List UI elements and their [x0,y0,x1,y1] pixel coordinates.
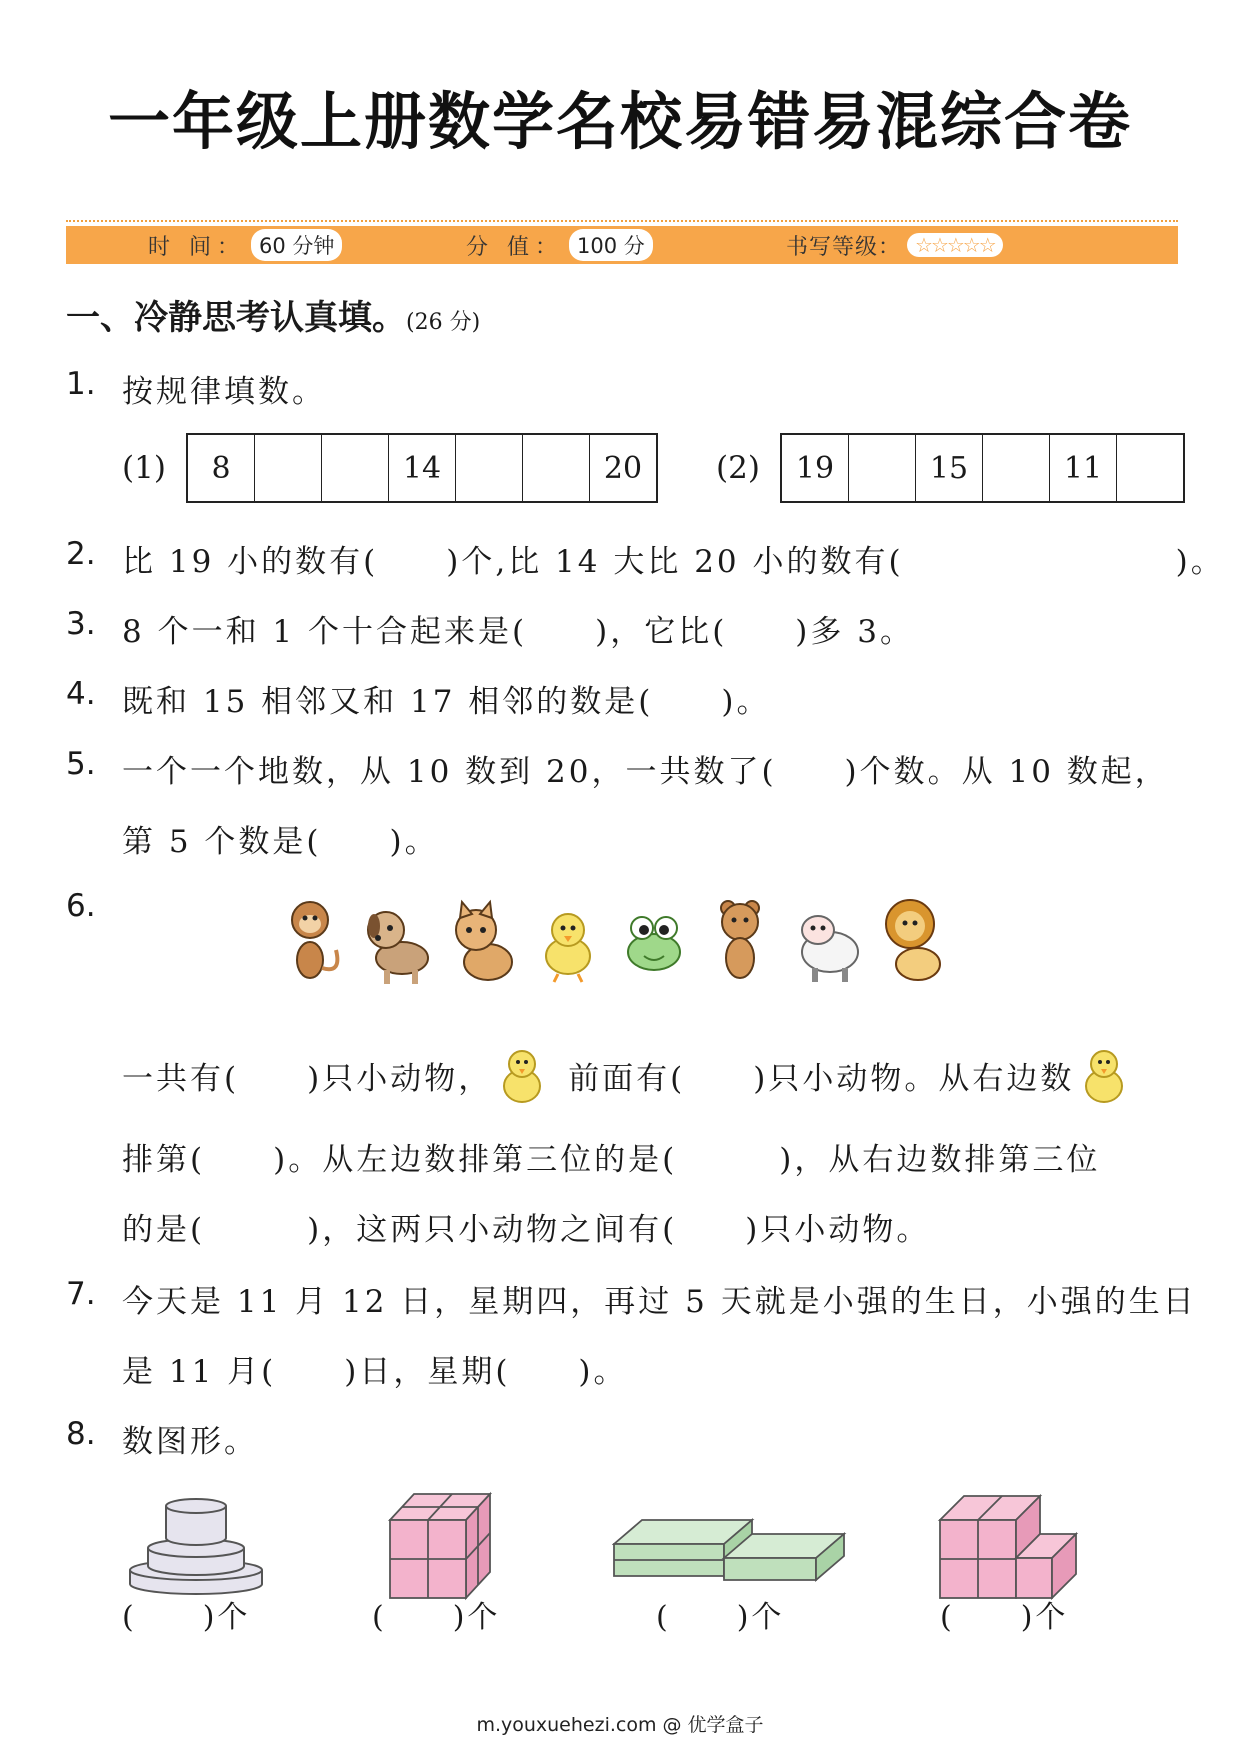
seq2-cell[interactable] [1117,435,1183,501]
animal-row [270,890,952,990]
seq1-cell[interactable]: 14 [389,435,456,501]
q4-number: 4. [66,676,96,712]
q1-number: 1. [66,366,96,402]
time-value: 60 分钟 [251,229,342,261]
section-heading-text: 一、冷静思考认真填。 [66,298,406,338]
chick-icon [492,1040,552,1110]
q4-text: 既和 15 相邻又和 17 相邻的数是( )。 [122,684,771,720]
seq1-label: (1) [122,450,166,486]
shape-count-2[interactable]: ( )个 [372,1600,501,1635]
q8-text: 数图形。 [122,1424,258,1460]
seq1-cell[interactable] [456,435,523,501]
seq2-cell[interactable]: 15 [916,435,983,501]
seq1-cell[interactable] [523,435,590,501]
q7-line1: 今天是 11 月 12 日，星期四，再过 5 天就是小强的生日，小强的生日 [122,1284,1197,1320]
seq2-cell[interactable]: 11 [1050,435,1117,501]
chick-icon [1074,1040,1134,1110]
writing-grade-info [786,226,1003,264]
q8-number: 8. [66,1416,96,1452]
sequence-box-2 [780,433,1185,503]
seq2-cell[interactable] [849,435,916,501]
frog-icon [614,890,694,990]
score-value: 100 分 [569,229,653,261]
monkey-icon [270,890,350,990]
time-info [148,226,342,264]
sheep-icon [786,890,866,990]
q6-line1 [122,1040,1134,1110]
q6-line2: 排第( )。从左边数排第三位的是( )，从右边数排第三位 [122,1142,1101,1178]
bear-icon [700,890,780,990]
seq1-cell[interactable] [255,435,322,501]
info-bar [66,226,1178,264]
seq1-cell[interactable]: 8 [188,435,255,501]
page-title: 一年级上册数学名校易错易混综合卷 [107,85,1132,158]
q5-line2: 第 5 个数是( )。 [122,824,439,860]
dotted-divider [66,220,1178,222]
seq2-cell[interactable] [983,435,1050,501]
step-cubes-figure [930,1486,1080,1606]
q5-line1: 一个一个地数，从 10 数到 20，一共数了( )个数。从 10 数起， [122,754,1169,790]
q2-text: 比 19 小的数有( )个,比 14 大比 20 小的数有( )。 [122,544,1225,580]
writing-grade-label: 书写等级： [786,234,902,260]
seq2-cell[interactable]: 19 [782,435,849,501]
q7-number: 7. [66,1276,96,1312]
q6-line1a: 一共有( )只小动物， [122,1060,493,1097]
star-rating-icon: ☆☆☆☆☆ [907,233,1003,257]
q6-line3: 的是( )，这两只小动物之间有( )只小动物。 [122,1212,931,1248]
chick-icon [528,890,608,990]
q3-text: 8 个一和 1 个十合起来是( )，它比( )多 3。 [122,614,914,650]
lion-icon [872,890,952,990]
seq1-cell[interactable] [322,435,389,501]
q5-number: 5. [66,746,96,782]
time-label: 时 间： [148,234,245,260]
shape-count-4[interactable]: ( )个 [940,1600,1069,1635]
seq2-label: (2) [716,450,760,486]
q7-line2: 是 11 月( )日，星期( )。 [122,1354,628,1390]
shape-count-3[interactable]: ( )个 [656,1600,785,1635]
dog-icon [356,890,436,990]
section-heading [66,290,480,339]
flat-slabs-figure [612,1500,848,1584]
seq1-cell[interactable]: 20 [603,450,643,486]
q6-number: 6. [66,888,96,924]
q1-text: 按规律填数。 [122,374,326,410]
stacked-cylinders-figure [126,1488,266,1596]
q6-line1b: 前面有( )只小动物。从右边数 [568,1060,1075,1097]
footer-watermark: m.youxuehezi.com @ 优学盒子 [476,1714,764,1736]
shape-count-1[interactable]: ( )个 [122,1600,251,1635]
cat-icon [442,890,522,990]
q2-number: 2. [66,536,96,572]
cube-stack-figure [380,1486,500,1606]
section-score: (26 分) [406,310,481,335]
q3-number: 3. [66,606,96,642]
sequence-box-1 [186,433,658,503]
score-info [466,226,653,264]
score-label: 分 值： [466,234,563,260]
